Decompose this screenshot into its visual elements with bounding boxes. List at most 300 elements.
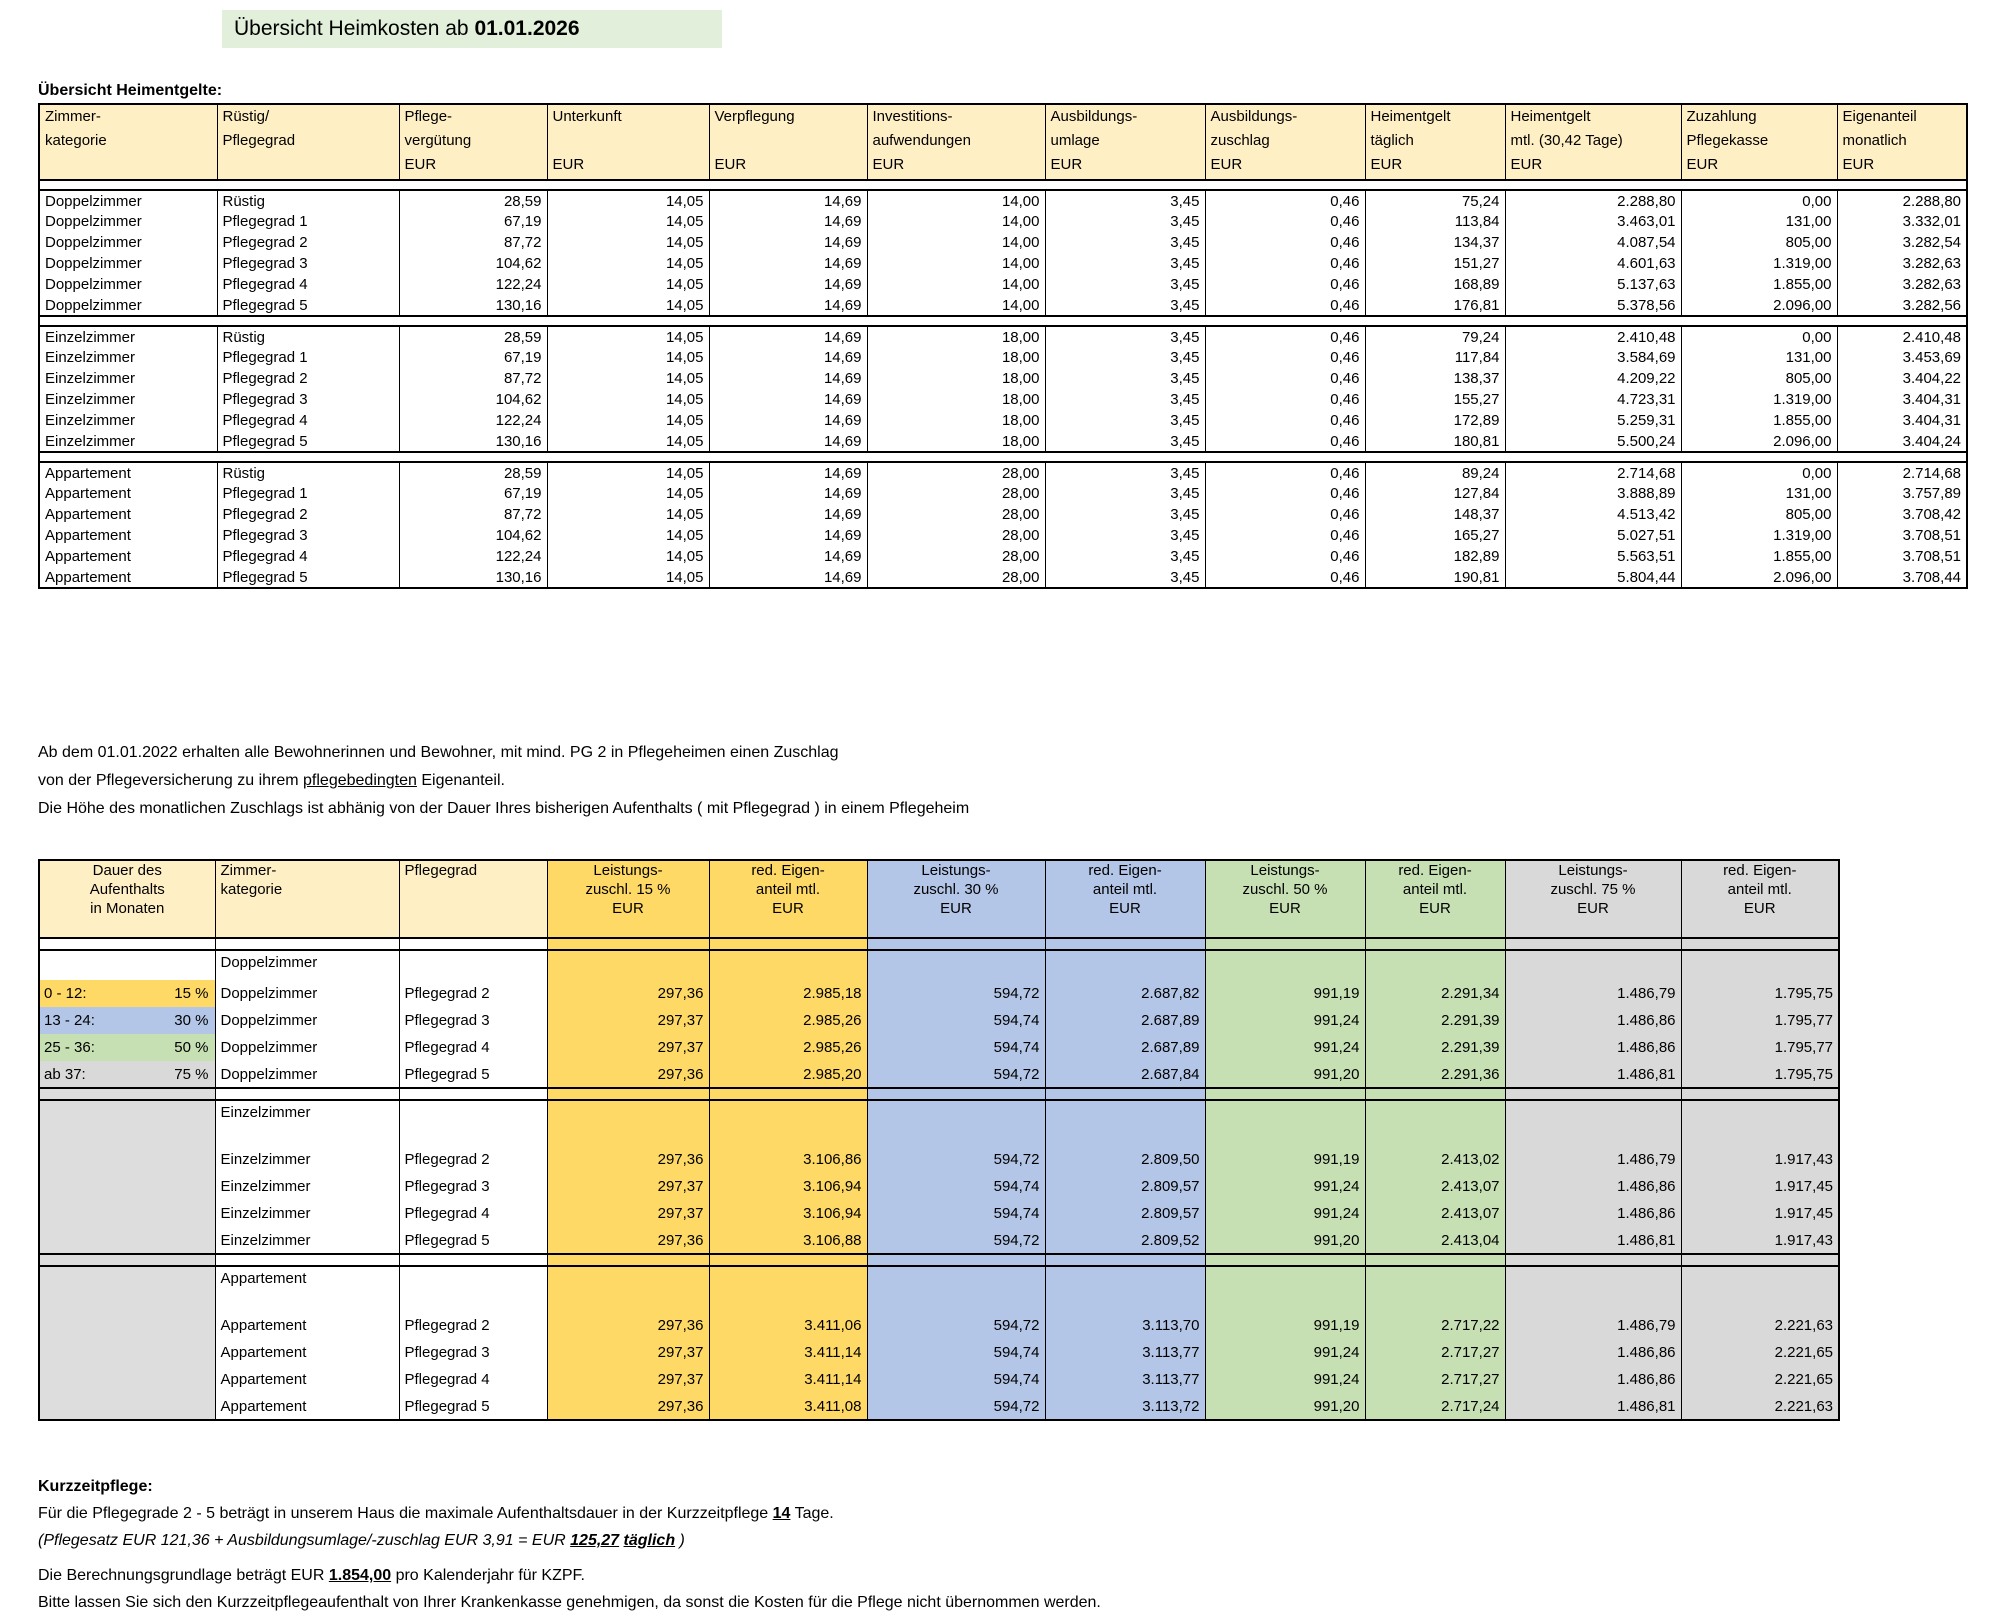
table-row [39,1146,1839,1173]
table-row [39,1200,1839,1227]
table1-header-row [39,104,1967,180]
care-grade-cell: Rüstig [217,190,399,211]
empty-cell [1365,1290,1505,1312]
value-cell: 87,72 [399,232,547,253]
value-cell: 2.413,07 [1365,1200,1505,1227]
value-cell: 79,24 [1365,326,1505,347]
empty-cell [709,1100,867,1124]
value-cell: 28,00 [867,483,1045,504]
room-category-cell: Einzelzimmer [39,326,217,347]
header-line [405,880,542,899]
value-cell: 2.985,26 [709,1034,867,1061]
kurzzeitpflege-block [38,1473,2000,1616]
separator-cell [39,1254,215,1266]
value-cell: 3.404,22 [1837,368,1967,389]
value-cell: 0,46 [1205,389,1365,410]
value-cell: 14,69 [709,410,867,431]
value-cell: 67,19 [399,483,547,504]
value-cell: 28,00 [867,567,1045,588]
empty-cell [1505,1100,1681,1124]
value-cell: 0,46 [1205,295,1365,316]
value-cell: 117,84 [1365,347,1505,368]
value-cell: 0,00 [1681,326,1837,347]
header-line: EUR [1686,156,1719,173]
header-line: EUR [1269,900,1301,917]
value-cell: 3,45 [1045,462,1205,483]
value-cell: 2.717,24 [1365,1393,1505,1420]
value-cell: 4.209,22 [1505,368,1681,389]
room-category-cell: Einzelzimmer [39,368,217,389]
value-cell: 0,46 [1205,525,1365,546]
value-cell: 3.332,01 [1837,211,1967,232]
value-cell: 2.288,80 [1837,190,1967,211]
separator-cell [1045,938,1205,950]
value-cell: 138,37 [1365,368,1505,389]
table-row [39,1339,1839,1366]
value-cell: 3,45 [1045,326,1205,347]
separator-cell [399,1254,547,1266]
room-category-cell: Doppelzimmer [39,253,217,274]
value-cell: 1.486,81 [1505,1393,1681,1420]
value-cell: 594,74 [867,1034,1045,1061]
empty-cell [1365,1124,1505,1146]
value-cell: 14,69 [709,389,867,410]
header-line: Leistungs- [921,862,991,879]
column-header [709,104,867,180]
empty-cell [709,1266,867,1290]
table-row [39,232,1967,253]
header-line: Zimmer- [220,862,277,879]
separator-cell [547,1254,709,1266]
table-row [39,1061,1839,1088]
value-cell: 14,69 [709,295,867,316]
value-cell: 2.288,80 [1505,190,1681,211]
value-cell: 2.291,36 [1365,1061,1505,1088]
value-cell: 2.096,00 [1681,431,1837,452]
header-line [45,153,212,177]
column-header [1837,104,1967,180]
value-cell: 3,45 [1045,190,1205,211]
value-cell: 2.413,07 [1365,1173,1505,1200]
care-grade-cell: Rüstig [217,326,399,347]
value-cell: 2.717,27 [1365,1366,1505,1393]
value-cell: 3.453,69 [1837,347,1967,368]
value-cell: 0,46 [1205,211,1365,232]
value-cell: 1.795,77 [1681,1007,1839,1034]
legend-range: 13 - 24: [44,1012,95,1029]
value-cell: 297,37 [547,1200,709,1227]
empty-cell [1365,1100,1505,1124]
value-cell: 3.411,08 [709,1393,867,1420]
value-cell: 1.486,81 [1505,1061,1681,1088]
value-cell: 14,05 [547,368,709,389]
group-separator [39,938,1839,950]
value-cell: 0,00 [1681,190,1837,211]
separator-cell [399,1088,547,1100]
separator-cell [39,180,1967,190]
separator-cell [1681,1254,1839,1266]
empty-cell [1045,1124,1205,1146]
column-header [547,860,709,938]
value-cell: 1.855,00 [1681,546,1837,567]
header-stack [548,861,709,918]
legend-content [40,1039,215,1056]
column-header [709,860,867,938]
value-cell: 14,69 [709,504,867,525]
column-header [1045,860,1205,938]
value-cell: 297,36 [547,1146,709,1173]
value-cell: 28,00 [867,504,1045,525]
room-category-cell: Doppelzimmer [39,295,217,316]
header-line: EUR [940,900,972,917]
value-cell: 2.687,89 [1045,1034,1205,1061]
value-cell: 991,19 [1205,1312,1365,1339]
value-cell: 14,69 [709,462,867,483]
value-cell: 1.855,00 [1681,274,1837,295]
value-cell: 3.282,54 [1837,232,1967,253]
legend-percent: 75 % [174,1065,209,1083]
room-category-cell: Doppelzimmer [215,1061,399,1088]
kurzzeitpflege-line-2 [38,1527,2000,1554]
column-header [1505,104,1681,180]
value-cell: 1.486,79 [1505,980,1681,1007]
header-line: zuschl. 15 % [585,881,671,898]
value-cell: 104,62 [399,389,547,410]
value-cell: 14,69 [709,368,867,389]
header-line: EUR [1109,900,1141,917]
value-cell: 297,36 [547,1312,709,1339]
value-cell: 0,46 [1205,567,1365,588]
value-cell: 18,00 [867,410,1045,431]
value-cell: 3,45 [1045,389,1205,410]
value-cell: 0,46 [1205,462,1365,483]
value-cell: 3.113,77 [1045,1366,1205,1393]
value-cell: 87,72 [399,368,547,389]
header-line: EUR [1743,900,1776,917]
table-row [39,980,1839,1007]
table-row [39,1007,1839,1034]
value-cell: 594,72 [867,1312,1045,1339]
separator-cell [215,1254,399,1266]
stay-duration-legend-cell [39,1061,215,1088]
value-cell: 0,46 [1205,483,1365,504]
value-cell: 130,16 [399,295,547,316]
value-cell: 1.319,00 [1681,525,1837,546]
value-cell: 14,05 [547,232,709,253]
value-cell: 1.319,00 [1681,253,1837,274]
value-cell: 14,69 [709,525,867,546]
header-line: anteil mtl. [1727,881,1792,898]
empty-cell [399,950,547,974]
value-cell: 297,36 [547,1393,709,1420]
value-cell: 1.486,86 [1505,1339,1681,1366]
page-title-date: 01.01.2026 [474,17,580,40]
value-cell: 3,45 [1045,483,1205,504]
value-cell: 297,36 [547,980,709,1007]
column-header [1681,104,1837,180]
value-cell: 14,05 [547,253,709,274]
empty-cell [1045,1290,1205,1312]
kzp-line2-pre: (Pflegesatz EUR 121,36 + Ausbildungsumlage/-zuschlag EUR 3,91 = EUR [38,1532,571,1549]
value-cell: 3,45 [1045,504,1205,525]
value-cell: 3.411,06 [709,1312,867,1339]
value-cell: 2.985,18 [709,980,867,1007]
empty-cell [867,1290,1045,1312]
empty-cell [709,1124,867,1146]
zuschlag-table [38,859,1840,1421]
value-cell: 2.291,39 [1365,1034,1505,1061]
room-category-cell: Appartement [215,1312,399,1339]
separator-cell [1205,938,1365,950]
care-grade-cell: Pflegegrad 1 [217,483,399,504]
header-line: Zuzahlung [1686,108,1757,125]
legend-percent: 15 % [174,985,209,1002]
value-cell: 3.708,51 [1837,546,1967,567]
empty-cell [39,950,215,974]
header-line: Leistungs- [1558,862,1628,879]
value-cell: 148,37 [1365,504,1505,525]
empty-cell [1205,1266,1365,1290]
value-cell: 2.413,04 [1365,1227,1505,1254]
kzp-line1-pre: Für die Pflegegrade 2 - 5 beträgt in unserem Haus die maximale Aufenthaltsdauer in der Kurzzeitpflege [38,1505,773,1522]
header-line: in Monaten [90,900,165,917]
column-header [39,104,217,180]
value-cell: 3.757,89 [1837,483,1967,504]
separator-cell [1365,1088,1505,1100]
value-cell: 3.404,31 [1837,389,1967,410]
header-line: anteil mtl. [755,881,821,898]
value-cell: 2.687,82 [1045,980,1205,1007]
zuschlag-table-wrap [38,859,2000,1421]
empty-cell [39,1366,215,1393]
table-row [39,326,1967,347]
value-cell: 155,27 [1365,389,1505,410]
value-cell: 3.708,51 [1837,525,1967,546]
legend-range: ab 37: [44,1065,86,1083]
care-grade-cell: Pflegegrad 2 [217,504,399,525]
section-separator [39,180,1967,190]
value-cell: 2.809,52 [1045,1227,1205,1254]
empty-cell [1681,1266,1839,1290]
separator-cell [39,316,1967,326]
care-grade-cell: Pflegegrad 5 [399,1393,547,1420]
empty-cell [39,1100,215,1124]
column-header [215,860,399,938]
kzp-line2-post: ) [675,1532,685,1549]
value-cell: 991,24 [1205,1366,1365,1393]
header-line: EUR [1370,156,1403,173]
empty-cell [399,1100,547,1124]
header-line: aufwendungen [872,132,971,149]
empty-cell [1505,1266,1681,1290]
value-cell: 14,05 [547,504,709,525]
value-cell: 67,19 [399,347,547,368]
value-cell: 134,37 [1365,232,1505,253]
value-cell: 18,00 [867,347,1045,368]
separator-cell [1205,1088,1365,1100]
value-cell: 14,05 [547,567,709,588]
care-grade-cell: Pflegegrad 1 [217,211,399,232]
header-line: Ausbildungs- [1050,108,1138,125]
value-cell: 4.723,31 [1505,389,1681,410]
header-line: Pflegegrad [404,862,478,879]
table-row [39,1227,1839,1254]
header-stack [1046,861,1205,918]
care-grade-cell: Pflegegrad 3 [399,1173,547,1200]
value-cell: 151,27 [1365,253,1505,274]
value-cell: 28,59 [399,326,547,347]
section-separator [39,316,1967,326]
empty-cell [39,1146,215,1173]
empty-cell [39,1290,215,1312]
header-line: EUR [1577,900,1609,917]
care-grade-cell: Pflegegrad 3 [217,389,399,410]
value-cell: 18,00 [867,389,1045,410]
value-cell: 5.378,56 [1505,295,1681,316]
empty-cell [547,1266,709,1290]
column-header [547,104,709,180]
header-line: EUR [612,900,644,917]
room-category-cell: Appartement [39,462,217,483]
value-cell: 2.096,00 [1681,295,1837,316]
value-cell: 297,37 [547,1173,709,1200]
value-cell: 3.411,14 [709,1366,867,1393]
group-name-cell: Einzelzimmer [215,1100,399,1124]
column-header [1681,860,1839,938]
table-row [39,410,1967,431]
table-row [39,950,1839,974]
value-cell: 28,00 [867,546,1045,567]
value-cell: 14,05 [547,295,709,316]
empty-cell [1505,950,1681,974]
value-cell: 297,36 [547,1227,709,1254]
header-line: Investitions- [872,108,953,125]
value-cell: 3,45 [1045,274,1205,295]
table-row [39,274,1967,295]
value-cell: 14,69 [709,253,867,274]
value-cell: 3.404,31 [1837,410,1967,431]
value-cell: 127,84 [1365,483,1505,504]
header-line: red. Eigen- [751,862,825,879]
header-line: Verpflegung [714,108,795,125]
room-category-cell: Doppelzimmer [39,274,217,295]
separator-cell [1045,1254,1205,1266]
kurzzeitpflege-heading: Kurzzeitpflege: [38,1478,153,1495]
care-grade-cell: Pflegegrad 2 [217,368,399,389]
header-line: red. Eigen- [1398,862,1472,879]
value-cell: 14,69 [709,483,867,504]
header-line: mtl. (30,42 Tage) [1510,132,1623,149]
value-cell: 4.513,42 [1505,504,1681,525]
header-line [223,153,394,177]
value-cell: 14,69 [709,567,867,588]
page-title-text: Übersicht Heimkosten ab [234,17,475,40]
separator-cell [1205,1254,1365,1266]
note-line-2-underlined: pflegebedingten [303,772,417,789]
room-category-cell: Appartement [215,1393,399,1420]
table-row [39,546,1967,567]
separator-cell [1505,1088,1681,1100]
care-grade-cell: Rüstig [217,462,399,483]
value-cell: 0,46 [1205,347,1365,368]
empty-cell [39,1312,215,1339]
care-grade-cell: Pflegegrad 1 [217,347,399,368]
value-cell: 1.917,45 [1681,1173,1839,1200]
value-cell: 594,72 [867,1227,1045,1254]
note-line-1: Ab dem 01.01.2022 erhalten alle Bewohnerinnen und Bewohner, mit mind. PG 2 in Pflegeheimen einen Zuschlag [38,744,839,761]
header-line: red. Eigen- [1088,862,1162,879]
room-category-cell: Appartement [39,504,217,525]
value-cell: 113,84 [1365,211,1505,232]
value-cell: 1.319,00 [1681,389,1837,410]
legend-content [40,1066,215,1083]
table-row [39,1393,1839,1420]
value-cell: 594,72 [867,1061,1045,1088]
table-row [39,295,1967,316]
value-cell: 0,46 [1205,368,1365,389]
empty-cell [215,1290,399,1312]
value-cell: 1.486,86 [1505,1173,1681,1200]
header-line: Aufenthalts [89,881,165,898]
care-grade-cell: Pflegegrad 3 [399,1007,547,1034]
care-grade-cell: Pflegegrad 5 [217,431,399,452]
value-cell: 14,00 [867,190,1045,211]
value-cell: 14,69 [709,211,867,232]
header-line: Pflegekasse [1686,132,1769,149]
value-cell: 14,05 [547,525,709,546]
care-grade-cell: Pflegegrad 2 [217,232,399,253]
header-line: EUR [1050,156,1083,173]
header-line: Leistungs- [593,862,663,879]
value-cell: 2.291,34 [1365,980,1505,1007]
empty-cell [547,1100,709,1124]
table-row [39,1312,1839,1339]
header-line: zuschl. 75 % [1550,881,1636,898]
empty-cell [1045,950,1205,974]
value-cell: 14,05 [547,462,709,483]
care-grade-cell: Pflegegrad 3 [399,1339,547,1366]
value-cell: 0,46 [1205,190,1365,211]
header-line: kategorie [220,881,283,898]
empty-cell [39,1200,215,1227]
header-line: zuschl. 50 % [1242,881,1328,898]
value-cell: 2.413,02 [1365,1146,1505,1173]
value-cell: 2.717,27 [1365,1339,1505,1366]
value-cell: 5.804,44 [1505,567,1681,588]
column-header [1505,860,1681,938]
table-row [39,389,1967,410]
value-cell: 28,59 [399,462,547,483]
legend-percent: 50 % [174,1039,209,1056]
empty-cell [1205,1290,1365,1312]
value-cell: 3,45 [1045,525,1205,546]
value-cell: 3,45 [1045,431,1205,452]
value-cell: 1.486,86 [1505,1366,1681,1393]
value-cell: 130,16 [399,567,547,588]
kzp-line1-days: 14 [772,1505,791,1522]
header-line: täglich [1370,132,1414,149]
value-cell: 2.714,68 [1505,462,1681,483]
value-cell: 165,27 [1365,525,1505,546]
empty-cell [399,1290,547,1312]
kzp-line3-pre: Die Berechnungsgrundlage beträgt EUR [38,1567,329,1584]
value-cell: 0,46 [1205,326,1365,347]
stay-duration-legend-cell [39,1007,215,1034]
value-cell: 1.486,79 [1505,1146,1681,1173]
value-cell: 3.113,72 [1045,1393,1205,1420]
header-stack [868,861,1045,918]
value-cell: 0,00 [1681,462,1837,483]
